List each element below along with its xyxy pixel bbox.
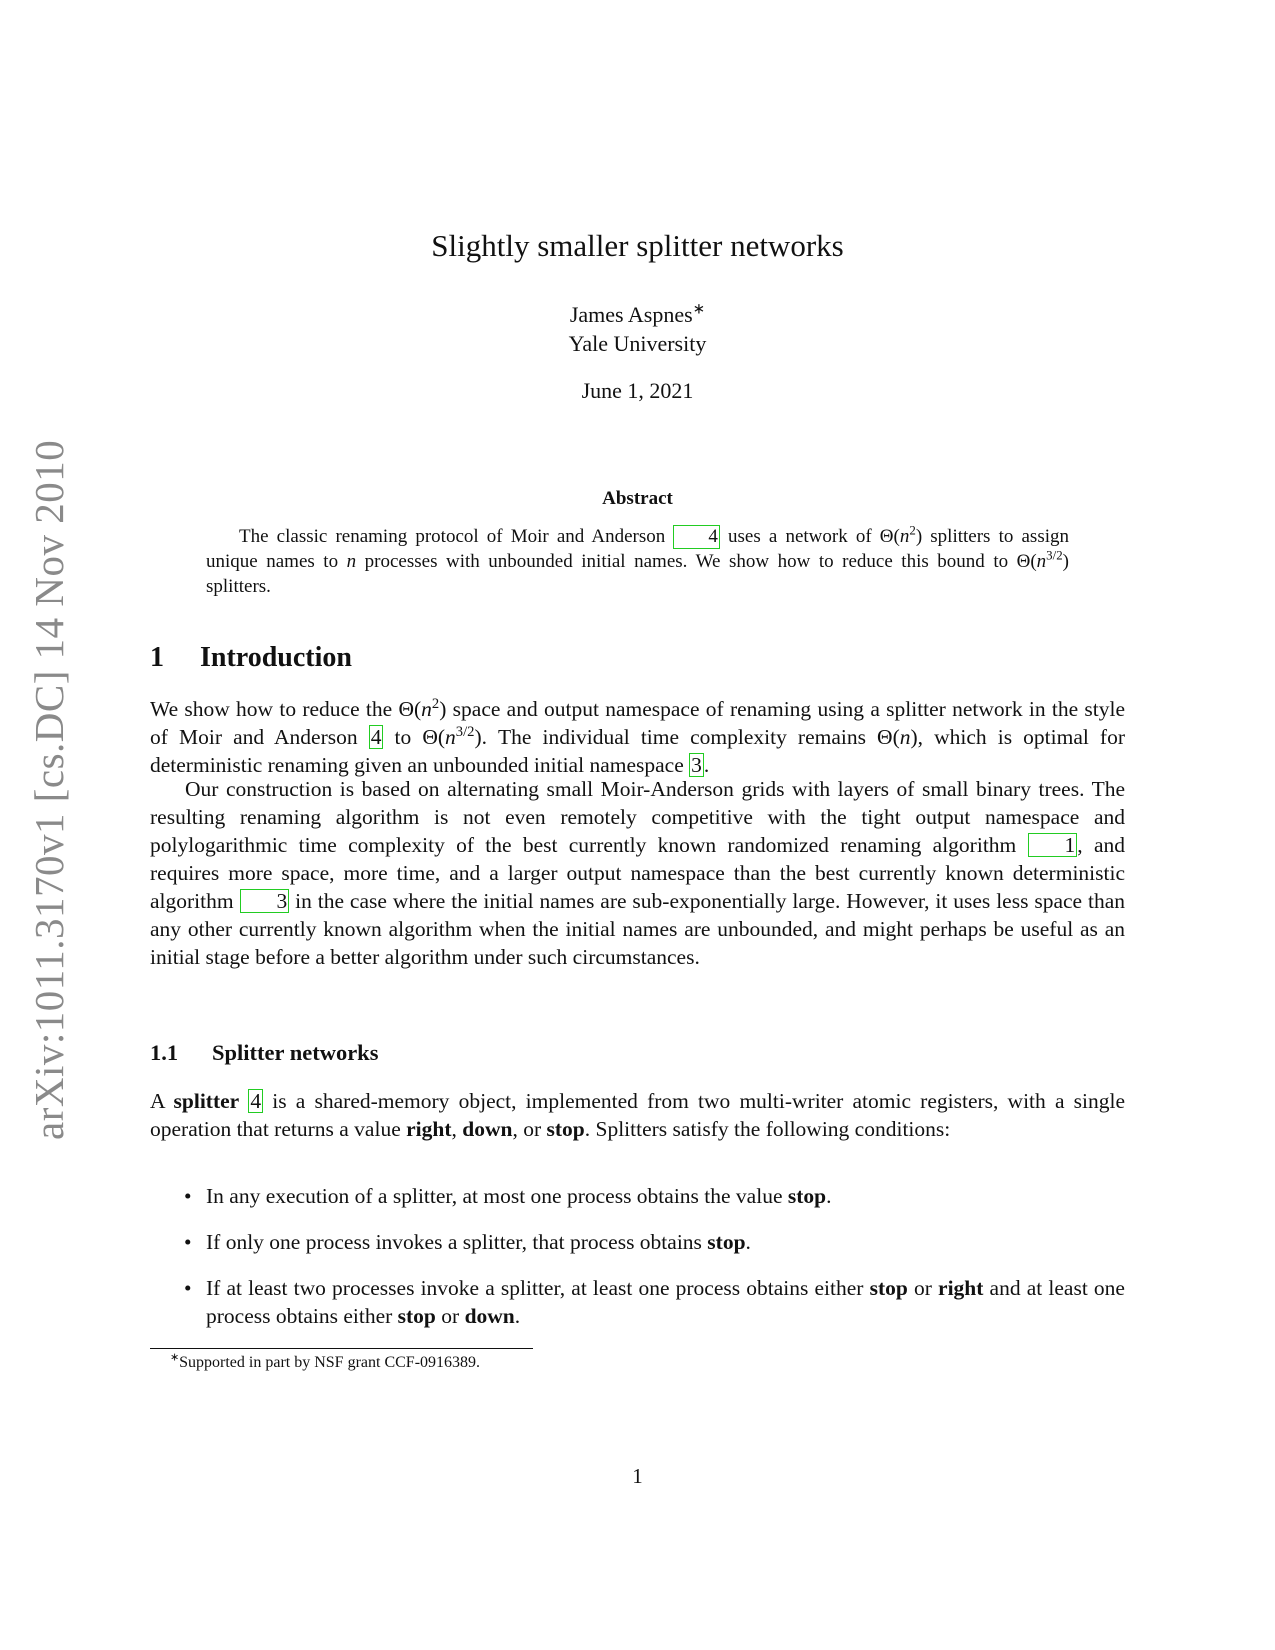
abstract-heading: Abstract (602, 488, 673, 509)
section-number: 1 (150, 642, 164, 673)
section-title: Introduction (200, 642, 352, 673)
list-item: • If only one process invokes a splitter, that process obtains stop. (184, 1230, 751, 1254)
subsection-heading (150, 1040, 378, 1066)
bullet-icon: • (184, 1230, 192, 1254)
arxiv-identifier: arXiv:1011.3170v1 [cs.DC] 14 Nov 2010 (26, 439, 72, 1140)
author-affiliation: Yale University (568, 331, 707, 356)
page-number: 1 (632, 1464, 643, 1488)
section-heading (150, 642, 352, 674)
citation-link[interactable]: 4 (673, 525, 720, 549)
subsection-number: 1.1 (150, 1040, 179, 1065)
bullet-icon: • (184, 1184, 192, 1208)
splitter-conditions-list (180, 1182, 1125, 1348)
term-splitter: splitter (173, 1089, 240, 1113)
author-name: James Aspnes∗ (569, 301, 706, 327)
footnote-divider (150, 1348, 533, 1349)
splitter-paragraph: A splitter 4 is a shared-memory object, implemented from two multi-writer atomic registers, with a single operation that returns a value right, down, or stop. Splitters satisfy the following conditions: (150, 1089, 1126, 1141)
citation-link[interactable]: 4 (250, 1089, 262, 1113)
paper-date: June 1, 2021 (581, 378, 694, 403)
bullet-icon: • (184, 1276, 192, 1300)
abstract-text: The classic renaming protocol of Moir and Anderson 4 uses a network of $\Theta(n^2)$ splitters to assign unique names to n processes with unbounded initial names. We show how to reduce this bound to $\Theta(n^{3/2})$ splitters. (206, 522, 1069, 597)
intro-paragraph-1: We show how to reduce the $\Theta(n^2)$ space and output namespace of renaming using a splitter network in the style of Moir and Anderson 4 to $\Theta(n^{3/2})$. The individual time complexity remains Θ(n), which is optimal for deterministic renaming given an unbounded initial namespace 3. (150, 695, 1125, 777)
subsection-title: Splitter networks (212, 1040, 379, 1065)
citation-link[interactable]: 4 (370, 725, 382, 749)
author-footnote-mark: ∗ (692, 301, 706, 318)
citation-link[interactable]: 3 (691, 753, 702, 777)
footnote: ∗Supported in part by NSF grant CCF-0916389. (170, 1351, 481, 1371)
list-item: • If at least two processes invoke a splitter, at least one process obtains either stop or right and at least one process obtains either stop or down. (184, 1276, 1125, 1328)
intro-paragraph-2: Our construction is based on alternating small Moir-Anderson grids with layers of small binary trees. The resulting renaming algorithm is not even remotely competitive with the tight output namespace and polylogarithmic time complexity of the best currently known randomized renaming algorithm 1, and requires more space, more time, and a larger output namespace than the best currently known deterministic algorithm 3 in the case where the initial names are sub-exponentially large. However, it uses less space than any other currently known algorithm when the initial names are unbounded, and might perhaps be useful as an initial stage before a better algorithm under such circumstances. (150, 777, 1125, 969)
citation-link[interactable]: 3 (240, 889, 290, 913)
paper-title: Slightly smaller splitter networks (431, 228, 844, 263)
citation-link[interactable]: 1 (1028, 833, 1078, 857)
list-item: • In any execution of a splitter, at most one process obtains the value stop. (184, 1184, 832, 1208)
